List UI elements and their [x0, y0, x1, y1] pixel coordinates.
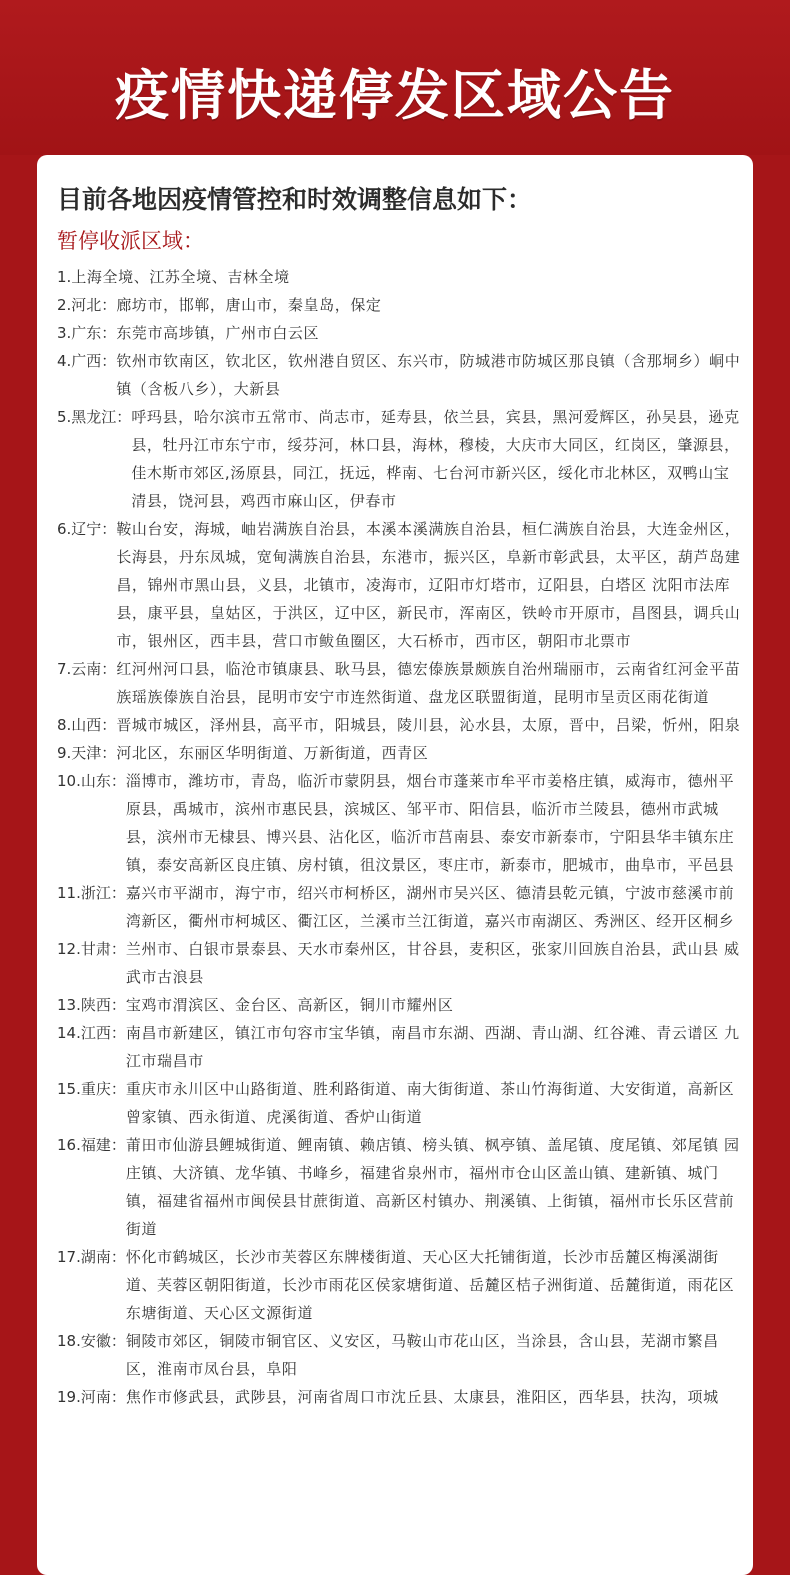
list-item-label: 4.广西： — [57, 352, 117, 370]
list-item-label: 1. — [57, 268, 72, 286]
list-item — [57, 1131, 742, 1243]
notice-card — [37, 155, 753, 1575]
list-item-text: 兰州市、白银市景泰县、天水市秦州区，甘谷县，麦积区，张家川回族自治县，武山县 威武市古浪县 — [125, 940, 740, 986]
list-item — [57, 879, 742, 935]
list-item — [57, 935, 742, 991]
list-item-text: 钦州市钦南区，钦北区，钦州港自贸区、东兴市，防城港市防城区那良镇（含那垌乡）峒中镇（含板八乡），大新县 — [116, 352, 741, 398]
section-title: 暂停收派区域： — [57, 229, 204, 253]
list-item-text: 铜陵市郊区，铜陵市铜官区、义安区，马鞍山市花山区，当涂县，含山县，芜湖市繁昌区，淮南市凤台县，阜阳 — [125, 1332, 719, 1378]
list-item — [57, 1075, 742, 1131]
list-item — [57, 1243, 742, 1327]
list-item-label: 14.江西： — [57, 1024, 126, 1042]
list-item-text: 鞍山台安，海城，岫岩满族自治县，本溪本溪满族自治县，桓仁满族自治县，大连金州区，长海县，丹东凤城，宽甸满族自治县，东港市，振兴区，阜新市彰武县，太平区，葫芦岛建昌，锦州市黑山县，义县，北镇市，凌海市，辽阳市灯塔市，辽阳县，白塔区 沈阳市法库县，康平县，皇姑区，于洪区，辽中区，新民市，浑南区，铁岭市开原市，昌图县，调兵山市，银州区，西丰县，营口市鲅鱼圈区，大石桥市，西市区，朝阳市北票市 — [116, 520, 741, 650]
list-item-text: 河北区，东丽区华明街道、万新街道，西青区 — [116, 744, 429, 762]
region-list — [57, 263, 742, 1411]
list-item-text: 东莞市高埗镇，广州市白云区 — [116, 324, 320, 342]
list-item-label: 9.天津： — [57, 744, 117, 762]
list-item-text: 宝鸡市渭滨区、金台区、高新区，铜川市耀州区 — [125, 996, 454, 1014]
list-item — [57, 319, 742, 347]
list-item-label: 5.黑龙江： — [57, 408, 132, 426]
list-item-text: 晋城市城区，泽州县，高平市，阳城县，陵川县，沁水县，太原，晋中，吕梁，忻州，阳泉 — [116, 716, 741, 734]
list-item-label: 6.辽宁： — [57, 520, 117, 538]
list-item-text: 红河州河口县，临沧市镇康县、耿马县，德宏傣族景颇族自治州瑞丽市，云南省红河金平苗族瑶族傣族自治县，昆明市安宁市连然街道、盘龙区联盟街道，昆明市呈贡区雨花街道 — [116, 660, 741, 706]
list-item-label: 8.山西： — [57, 716, 117, 734]
list-item — [57, 655, 742, 711]
list-item-label: 12.甘肃： — [57, 940, 126, 958]
list-item — [57, 1383, 742, 1411]
list-item-label: 15.重庆： — [57, 1080, 126, 1098]
list-item-text: 莆田市仙游县鲤城街道、鲤南镇、赖店镇、榜头镇、枫亭镇、盖尾镇、度尾镇、郊尾镇 园庄镇、大济镇、龙华镇、书峰乡，福建省泉州市，福州市仓山区盖山镇、建新镇、城门镇，福建省福州市闽侯县甘蔗街道、高新区村镇办、荆溪镇、上街镇，福州市长乐区营前街道 — [125, 1136, 740, 1238]
list-item-label: 10.山东： — [57, 772, 126, 790]
list-item — [57, 403, 742, 515]
list-item-label: 2.河北： — [57, 296, 117, 314]
page-title: 疫情快递停发区域公告 — [115, 63, 675, 127]
list-item — [57, 1327, 742, 1383]
list-item-label: 13.陕西： — [57, 996, 126, 1014]
list-item-label: 19.河南： — [57, 1388, 126, 1406]
list-item-text: 廊坊市，邯郸，唐山市，秦皇岛，保定 — [116, 296, 382, 314]
list-item — [57, 515, 742, 655]
list-item-text: 淄博市，潍坊市，青岛，临沂市蒙阴县，烟台市蓬莱市牟平市姜格庄镇，威海市，德州平原县，禹城市，滨州市惠民县，滨城区、邹平市、阳信县，临沂市兰陵县，德州市武城县，滨州市无棣县、博兴县、沾化区，临沂市莒南县、泰安市新泰市，宁阳县华丰镇东庄镇，泰安高新区良庄镇、房村镇，徂汶景区，枣庄市，新泰市，肥城市，曲阜市，平邑县 — [125, 772, 735, 874]
list-item — [57, 739, 742, 767]
list-item-label: 7.云南： — [57, 660, 117, 678]
list-item-text: 嘉兴市平湖市，海宁市，绍兴市柯桥区，湖州市吴兴区、德清县乾元镇，宁波市慈溪市前湾新区，衢州市柯城区、衢江区，兰溪市兰江街道，嘉兴市南湖区、秀洲区、经开区桐乡 — [125, 884, 735, 930]
list-item — [57, 711, 742, 739]
list-item — [57, 291, 742, 319]
list-item-text: 怀化市鹤城区，长沙市芙蓉区东牌楼街道、天心区大托铺街道，长沙市岳麓区梅溪湖街道、芙蓉区朝阳街道，长沙市雨花区侯家塘街道、岳麓区桔子洲街道、岳麓街道，雨花区东塘街道、天心区文源街道 — [125, 1248, 735, 1322]
list-item — [57, 767, 742, 879]
list-item — [57, 991, 742, 1019]
list-item-label: 3.广东： — [57, 324, 117, 342]
header-banner — [0, 0, 790, 155]
list-item-label: 17.湖南： — [57, 1248, 126, 1266]
list-item-label: 11.浙江： — [57, 884, 126, 902]
notice-intro: 目前各地因疫情管控和时效调整信息如下： — [57, 185, 533, 214]
list-item-label: 16.福建： — [57, 1136, 126, 1154]
list-item — [57, 1019, 742, 1075]
list-item-text: 呼玛县，哈尔滨市五常市、尚志市，延寿县，依兰县，宾县，黑河爱辉区，孙吴县，逊克县，牡丹江市东宁市，绥芬河，林口县，海林，穆棱，大庆市大同区，红岗区，肇源县，佳木斯市郊区,汤原县，同江，抚远，桦南、七台河市新兴区，绥化市北林区，双鸭山宝清县，饶河县，鸡西市麻山区，伊春市 — [131, 408, 740, 510]
list-item — [57, 263, 742, 291]
list-item-text: 重庆市永川区中山路街道、胜利路街道、南大街街道、茶山竹海街道、大安街道，高新区曾家镇、西永街道、虎溪街道、香炉山街道 — [125, 1080, 735, 1126]
list-item-text: 焦作市修武县，武陟县，河南省周口市沈丘县、太康县，淮阳区，西华县，扶沟，项城 — [125, 1388, 719, 1406]
list-item-text: 上海全境、江苏全境、吉林全境 — [71, 268, 290, 286]
list-item — [57, 347, 742, 403]
list-item-text: 南昌市新建区，镇江市句容市宝华镇，南昌市东湖、西湖、青山湖、红谷滩、青云谱区 九江市瑞昌市 — [125, 1024, 740, 1070]
list-item-label: 18.安徽： — [57, 1332, 126, 1350]
